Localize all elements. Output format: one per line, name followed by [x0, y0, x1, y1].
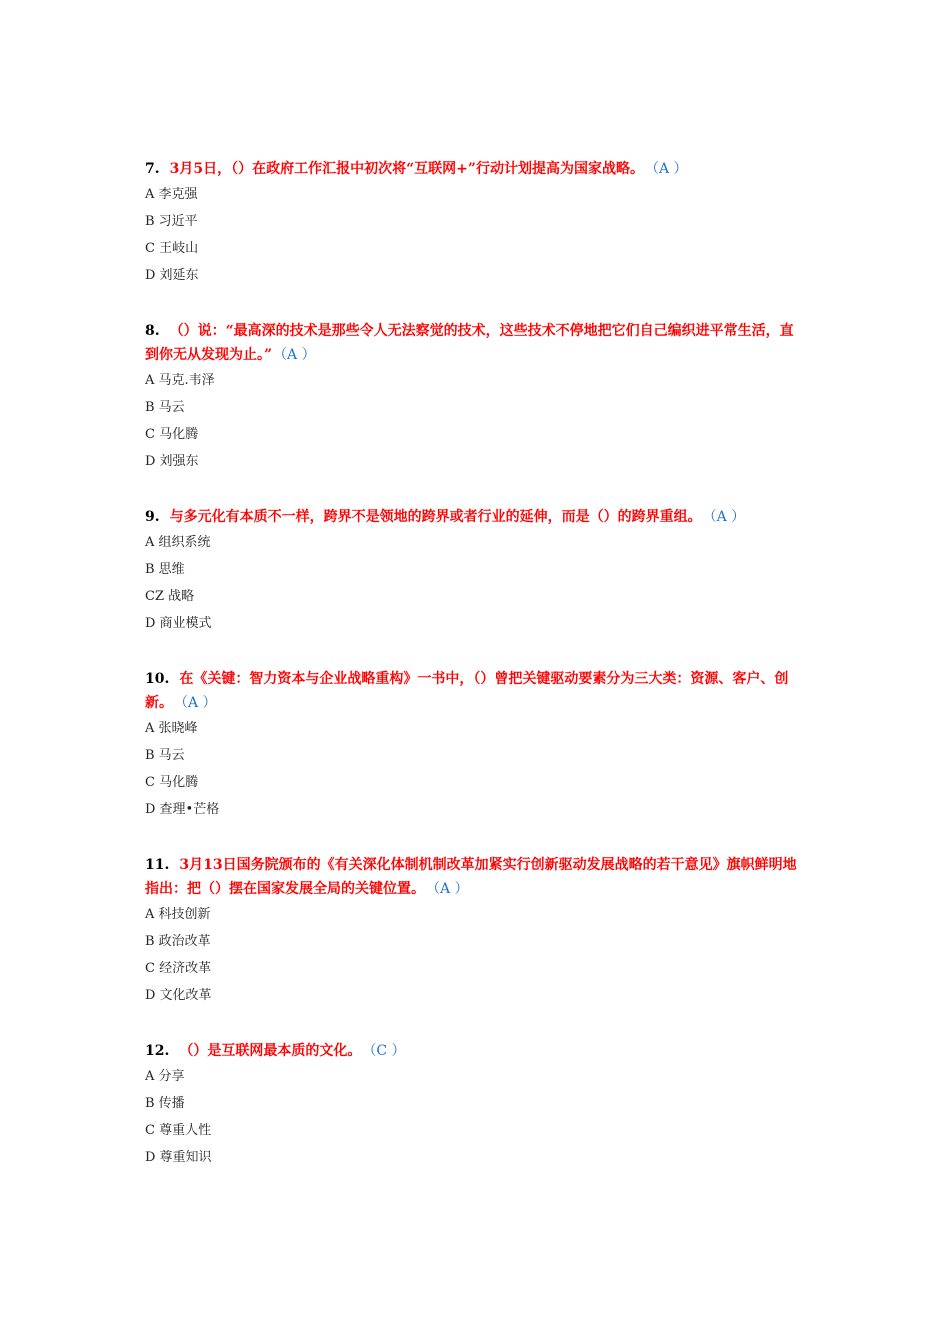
- question-number: 8.: [145, 323, 160, 339]
- option-d: D 刘延东: [145, 268, 199, 283]
- question-number: 10.: [145, 671, 170, 687]
- question-answer: （A ）: [280, 347, 316, 363]
- question-answer: （A ）: [181, 695, 217, 711]
- option-d: D 商业模式: [145, 616, 212, 631]
- option-b: B 马云: [145, 400, 185, 415]
- option-b: B 习近平: [145, 214, 198, 229]
- question-answer: （A ）: [709, 509, 746, 525]
- option-d: D 尊重知识: [145, 1150, 212, 1165]
- option-c: C 经济改革: [145, 961, 212, 976]
- option-b: B 政治改革: [145, 934, 211, 949]
- option-d: D 文化改革: [145, 988, 212, 1003]
- question-7: [145, 157, 805, 289]
- question-text: 在《关键：智力资本与企业战略重构》一书中，（）曾把关键驱动要素分为三大类：资源、客户、创新。: [145, 671, 789, 711]
- question-11: [145, 853, 805, 1009]
- option-list: [145, 181, 805, 289]
- option-list: [145, 1063, 805, 1171]
- question-text: （）是互联网最本质的文化。: [179, 1043, 362, 1059]
- question-title: [145, 319, 805, 367]
- question-number: 12.: [145, 1043, 170, 1059]
- question-text: 3月5日，（）在政府工作汇报中初次将“互联网+”行动计划提高为国家战略。: [169, 161, 644, 177]
- option-list: [145, 715, 805, 823]
- question-title: [145, 505, 805, 529]
- question-8: [145, 319, 805, 475]
- question-answer: （C ）: [369, 1043, 406, 1059]
- option-c: CZ 战略: [145, 589, 195, 604]
- option-a: A 组织系统: [145, 535, 211, 550]
- option-a: A 科技创新: [145, 907, 211, 922]
- document-page: [145, 157, 805, 1201]
- option-a: A 李克强: [145, 187, 198, 202]
- option-list: [145, 901, 805, 1009]
- question-title: [145, 853, 805, 901]
- option-b: B 马云: [145, 748, 185, 763]
- option-c: C 尊重人性: [145, 1123, 212, 1138]
- option-c: C 马化腾: [145, 427, 199, 442]
- option-list: [145, 367, 805, 475]
- question-number: 11.: [145, 857, 170, 873]
- question-text: （）说：“最高深的技术是那些令人无法察觉的技术，这些技术不停地把它们自己编织进平常生活，直到你无从发现为止。”: [145, 323, 794, 363]
- question-title: [145, 1039, 805, 1063]
- option-a: A 马克.韦泽: [145, 373, 215, 388]
- option-d: D 查理•芒格: [145, 802, 220, 817]
- question-number: 9.: [145, 509, 160, 525]
- question-answer: （A ）: [433, 881, 469, 897]
- question-title: [145, 667, 805, 715]
- option-a: A 张晓峰: [145, 721, 198, 736]
- question-title: [145, 157, 805, 181]
- question-number: 7.: [145, 161, 160, 177]
- question-9: [145, 505, 805, 637]
- option-c: C 马化腾: [145, 775, 199, 790]
- question-text: 3月13日国务院颁布的《有关深化体制机制改革加紧实行创新驱动发展战略的若干意见》旗帜鲜明地指出：把（）摆在国家发展全局的关键位置。: [145, 857, 797, 897]
- option-b: B 传播: [145, 1096, 185, 1111]
- option-d: D 刘强东: [145, 454, 199, 469]
- option-list: [145, 529, 805, 637]
- question-answer: （A ）: [651, 161, 688, 177]
- option-b: B 思维: [145, 562, 185, 577]
- question-text: 与多元化有本质不一样，跨界不是领地的跨界或者行业的延伸，而是（）的跨界重组。: [169, 509, 702, 525]
- option-a: A 分享: [145, 1069, 185, 1084]
- question-10: [145, 667, 805, 823]
- option-c: C 王岐山: [145, 241, 199, 256]
- question-12: [145, 1039, 805, 1171]
